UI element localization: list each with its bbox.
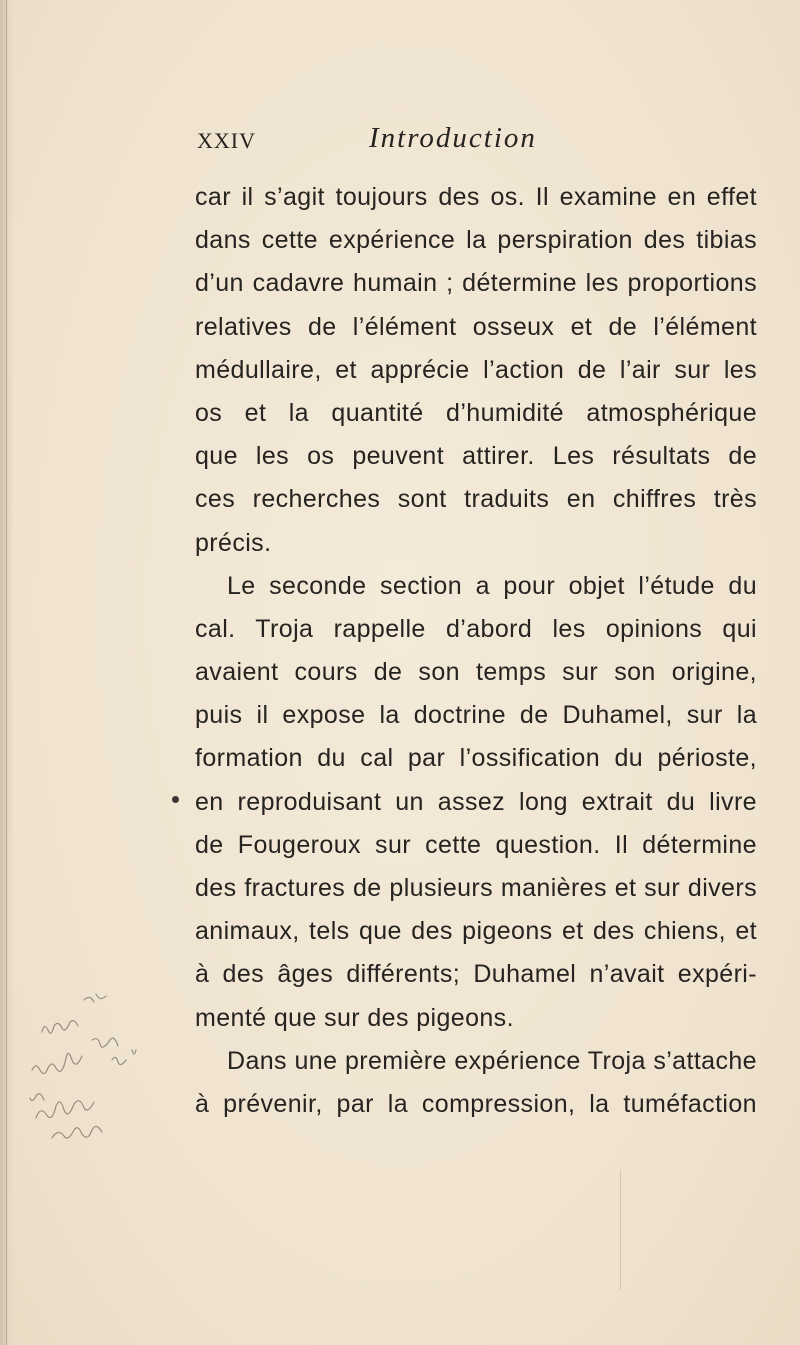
paragraph-first-line: Le seconde section a pour objet l’étude du [227, 571, 757, 600]
text-line: car il s’agit toujours des os. Il examine en effet [195, 183, 757, 211]
text-line: dans cette expérience la perspiration des tibias [195, 226, 757, 255]
handwritten-margin-note [22, 990, 162, 1140]
text-line: médullaire, et apprécie l’action de l’air sur les [195, 355, 757, 384]
text-line: d’un cadavre humain ; détermine les proportions [195, 269, 757, 298]
text-line: des fractures de plusieurs manières et sur divers [195, 874, 757, 902]
margin-dot [172, 796, 179, 803]
text-line: précis. [195, 528, 272, 557]
text-line: cal. Troja rappelle d’abord les opinions qui [195, 614, 757, 643]
text-line: en reproduisant un assez long extrait du livre [195, 787, 757, 816]
text-line: ces recherches sont traduits en chiffres très [195, 485, 757, 514]
text-line: puis il expose la doctrine de Duhamel, sur la [195, 701, 757, 730]
page-gutter [0, 0, 14, 1345]
text-line: menté que sur des pigeons. [195, 1003, 514, 1032]
text-line: à des âges différents; Duhamel n’avait expéri- [195, 960, 757, 989]
text-line: formation du cal par l’ossification du périoste, [195, 744, 757, 773]
running-head [197, 122, 757, 162]
paper-crease [620, 1170, 621, 1290]
text-line: de Fougeroux sur cette question. Il détermine [195, 830, 757, 859]
text-line: os et la quantité d’humidité atmosphérique [195, 398, 757, 427]
page-number: XXIV [197, 128, 256, 153]
text-line: relatives de l’élément osseux et de l’élément [195, 312, 757, 341]
running-title: Introduction [369, 122, 537, 154]
text-line: avaient cours de son temps sur son origine, [195, 658, 757, 687]
body-text [195, 176, 757, 1126]
spine-line [6, 0, 7, 1345]
text-line: que les os peuvent attirer. Les résultats de [195, 442, 757, 471]
text-line: animaux, tels que des pigeons et des chiens, et [195, 917, 757, 946]
text-line: à prévenir, par la compression, la tuméfaction [195, 1089, 757, 1118]
paragraph-first-line: Dans une première expérience Troja s’attache [227, 1046, 757, 1075]
